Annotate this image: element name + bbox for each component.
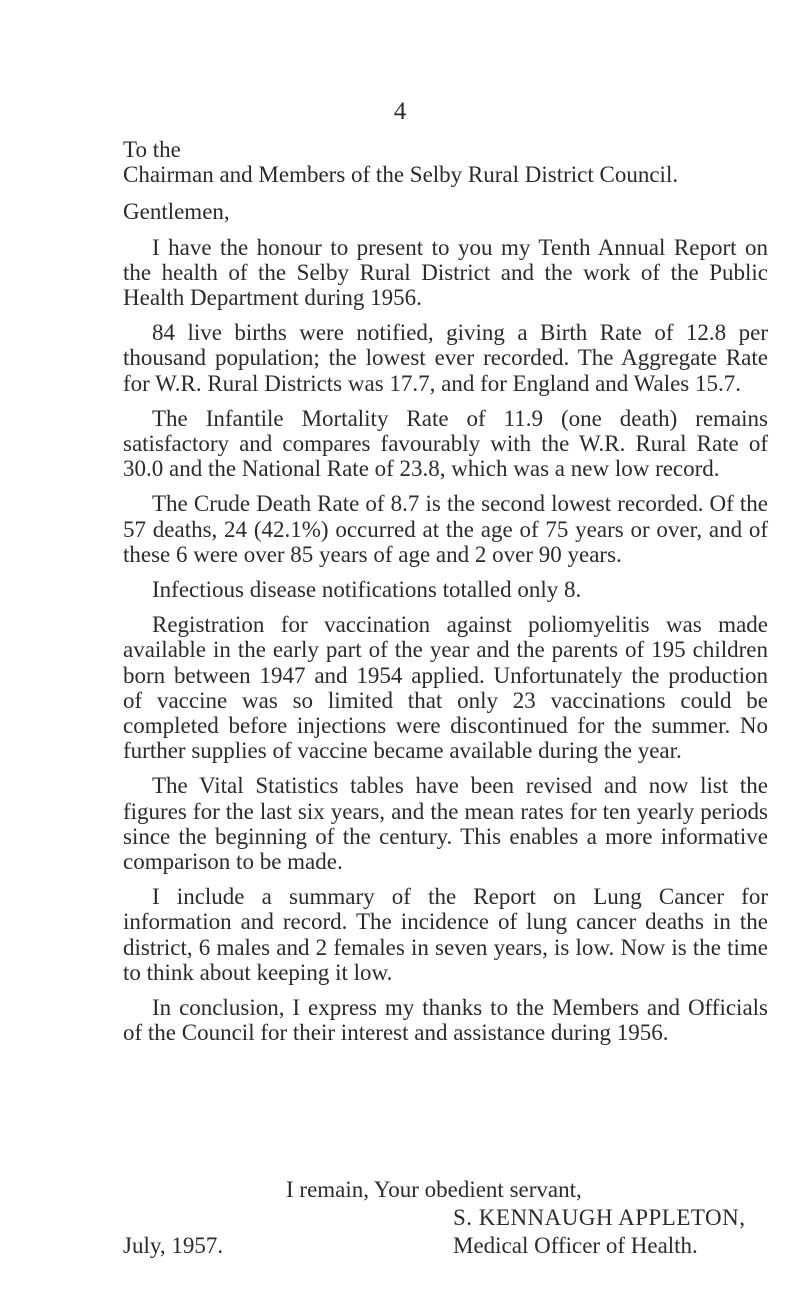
paragraph-lung-cancer: I include a summary of the Report on Lung Cancer for information and record. The incidence of lung cancer deaths in the district, 6 males and 2 females in seven years, is low. Now is the time to think about keeping it low. [123,884,768,985]
page-number: 4 [393,98,407,125]
address-line-1: To the [123,137,181,162]
paragraph-conclusion: In conclusion, I express my thanks to the Members and Officials of the Council for their interest and assistance during 1956. [123,995,768,1046]
letter-body [123,137,768,1046]
signature: S. KENNAUGH APPLETON, [453,1205,746,1230]
paragraph-birth-rate: 84 live births were notified, giving a Birth Rate of 12.8 per thousand population; the lowest ever recorded. The Aggregate Rate for W.R. Rural Districts was 17.7, and for England and Wales 15.7. [123,320,768,396]
paragraph-death-rate: The Crude Death Rate of 8.7 is the second lowest recorded. Of the 57 deaths, 24 (42.1%) occurred at the age of 75 years or over, and of these 6 were over 85 years of age and 2 over 90 years. [123,491,768,567]
paragraph-vital-statistics: The Vital Statistics tables have been revised and now list the figures for the last six years, and the mean rates for ten yearly periods since the beginning of the century. This enables a more informative comparison to be made. [123,773,768,875]
signatory-title: Medical Officer of Health. [453,1233,698,1258]
letter-date: July, 1957. [123,1233,224,1258]
salutation: Gentlemen, [123,199,230,225]
paragraph-infectious-disease: Infectious disease notifications totalled only 8. [152,577,582,603]
paragraph-infantile-mortality: The Infantile Mortality Rate of 11.9 (one death) remains satisfactory and compares favourably with the W.R. Rural Rate of 30.0 and the National Rate of 23.8, which was a new low record. [123,405,768,482]
address-line-2: Chairman and Members of the Selby Rural District Council. [123,162,679,188]
closing-remain: I remain, Your obedient servant, [286,1177,582,1202]
paragraph-annual-report: I have the honour to present to you my Tenth Annual Report on the health of the Selby Rural District and the work of the Public Health Department during 1956. [123,234,768,311]
paragraph-poliomyelitis: Registration for vaccination against poliomyelitis was made available in the early part of the year and the parents of 195 children born between 1947 and 1954 applied. Unfortunately the production of vaccine was so limited that only 23 vaccinations could be completed before injections were discontinued for the summer. No further supplies of vaccine became available during the year. [123,612,768,764]
closing-block [123,1176,768,1260]
